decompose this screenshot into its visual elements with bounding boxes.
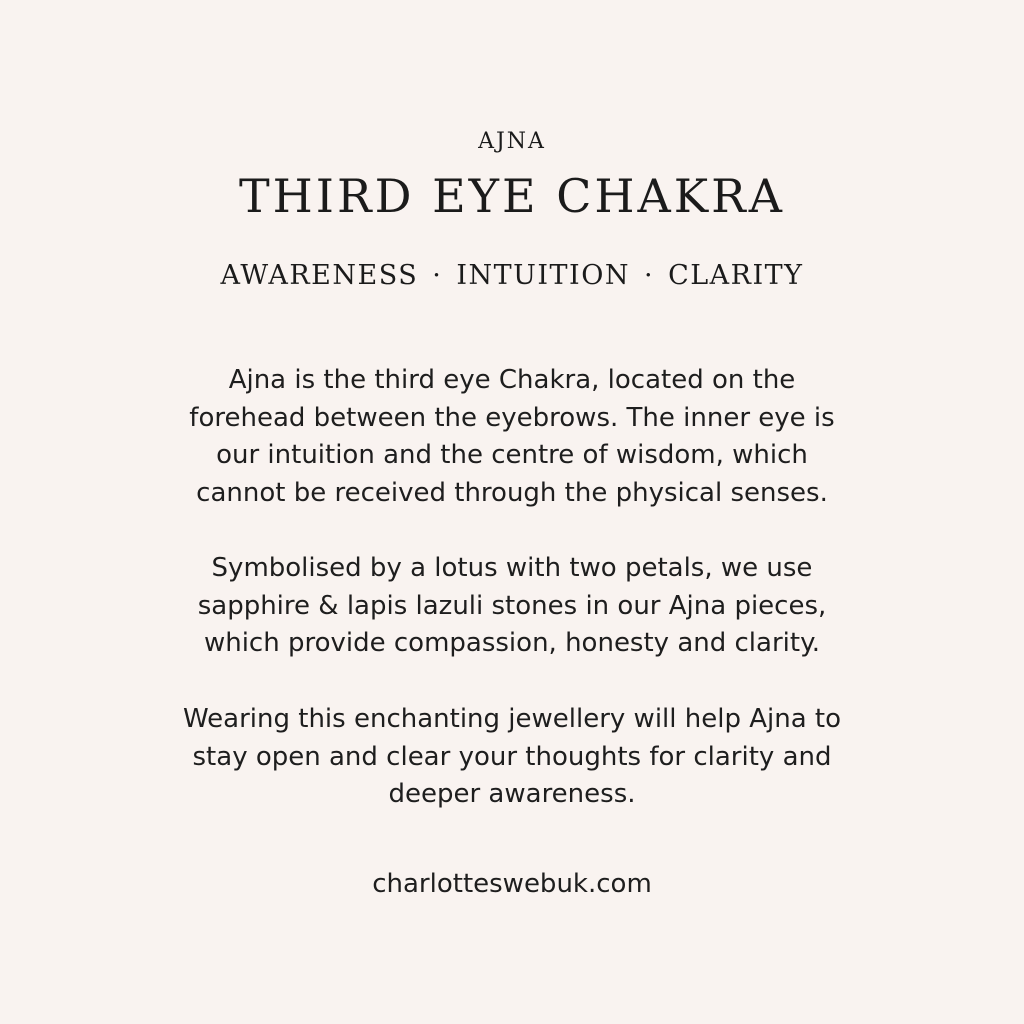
paragraph-line: Symbolised by a lotus with two petals, we use: [211, 553, 813, 583]
paragraph-line: deeper awareness.: [388, 779, 636, 809]
description-paragraph-2: [112, 550, 912, 663]
keyword-separator: ·: [643, 260, 655, 291]
website-url: charlotteswebuk.com: [372, 869, 652, 899]
paragraph-line: Wearing this enchanting jewellery will help Ajna to: [182, 704, 842, 734]
keyword-separator: ·: [432, 260, 443, 291]
paragraph-line: which provide compassion, honesty and clarity.: [203, 628, 821, 658]
paragraph-line: our intuition and the centre of wisdom, which: [216, 440, 808, 470]
description-paragraph-3: [112, 701, 912, 814]
chakra-sanskrit-name: AJNA: [478, 129, 546, 154]
paragraph-line: cannot be received through the physical senses.: [196, 477, 828, 508]
paragraph-line: forehead between the eyebrows. The inner eye is: [189, 402, 835, 433]
paragraph-line: Ajna is the third eye Chakra, located on the: [228, 365, 796, 395]
keyword-list: [0, 256, 1024, 296]
keyword-awareness: AWARENESS: [220, 260, 419, 291]
description-paragraph-1: [112, 362, 912, 512]
paragraph-line: stay open and clear your thoughts for clarity and: [192, 741, 832, 772]
keyword-intuition: INTUITION: [456, 260, 630, 291]
paragraph-line: sapphire & lapis lazuli stones in our Ajna pieces,: [197, 590, 827, 621]
page-title: THIRD EYE CHAKRA: [238, 169, 785, 223]
keyword-clarity: CLARITY: [668, 260, 804, 291]
